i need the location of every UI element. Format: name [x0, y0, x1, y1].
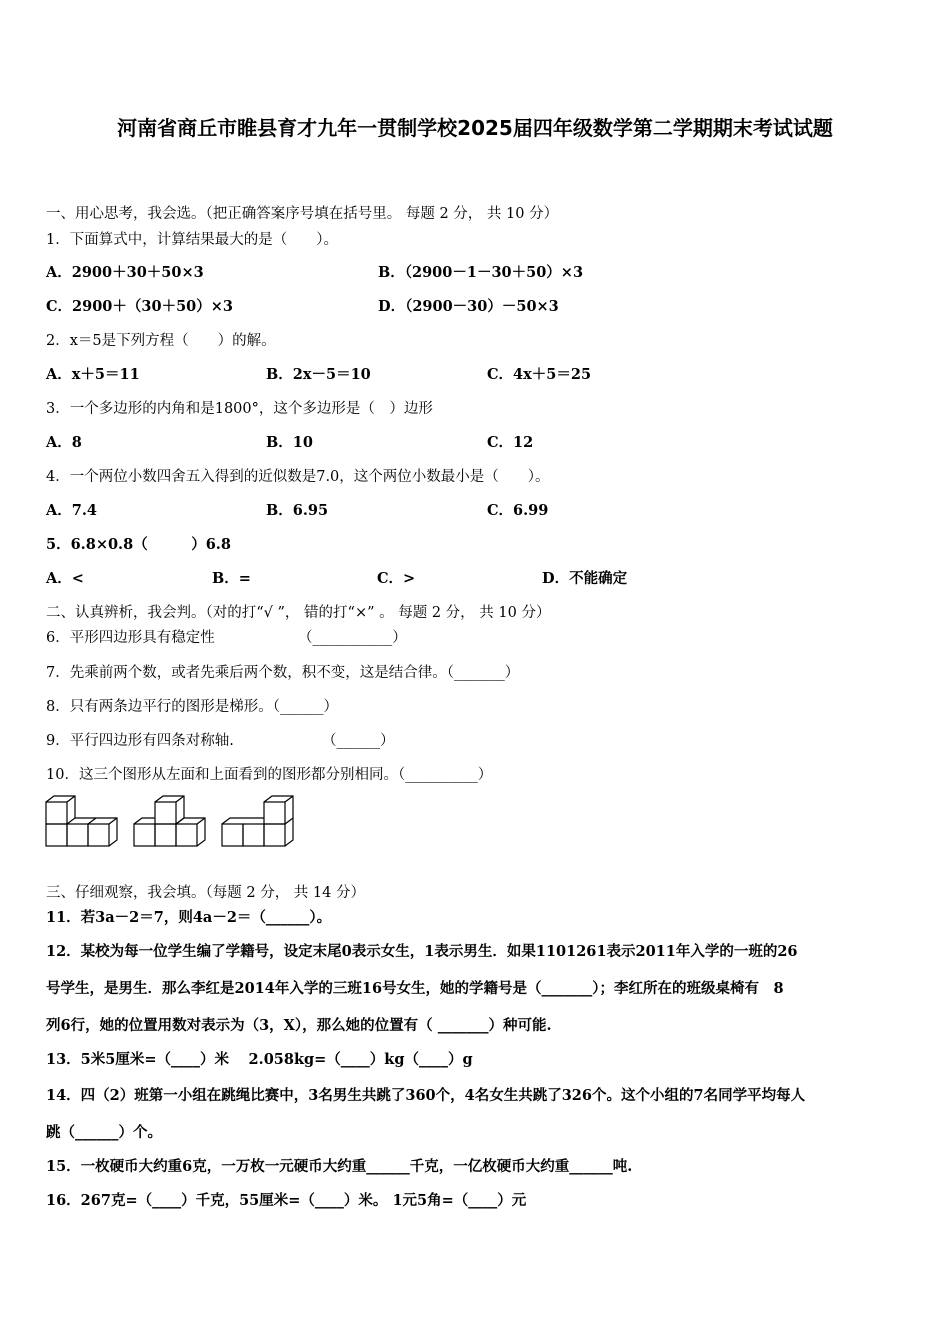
question-1-option-c: C．2900＋（30＋50）×3: [46, 298, 233, 315]
question-3-option-a: A．8: [46, 434, 82, 451]
cube-figure-1: [46, 796, 117, 846]
question-4-option-b: B．6.95: [266, 502, 329, 519]
question-2-option-c: C．4x＋5＝25: [487, 366, 592, 383]
question-5-option-c: C．>: [377, 570, 416, 587]
question-14-line-2: 跳（______）个。: [46, 1124, 162, 1141]
question-10-stem: 10．这三个图形从左面和上面看到的图形都分别相同。（__________）: [46, 767, 493, 783]
question-3-option-b: B．10: [266, 434, 313, 451]
cube-figures: [44, 794, 304, 850]
question-3-stem: 3．一个多边形的内角和是1800°，这个多边形是（ ）边形: [46, 401, 433, 417]
question-4-stem: 4．一个两位小数四舍五入得到的近似数是7.0，这个两位小数最小是（ ）。: [46, 469, 550, 485]
question-4-option-a: A．7.4: [46, 502, 97, 519]
question-11-stem: 11．若3a－2＝7，则4a－2＝（______）。: [46, 909, 332, 926]
question-1-option-d: D．（2900－30）－50×3: [378, 298, 559, 315]
question-14-line-1: 14．四（2）班第一小组在跳绳比赛中，3名男生共跳了360个，4名女生共跳了326个。这个小组的7名同学平均每人: [46, 1087, 806, 1104]
question-2-stem: 2．x＝5是下列方程（ ）的解。: [46, 333, 276, 349]
section-1-heading: 一、用心思考，我会选。（把正确答案序号填在括号里。 每题 2 分， 共 10 分）: [46, 206, 559, 222]
cube-figure-3: [222, 796, 293, 846]
question-9-answer-blank[interactable]: （______）: [322, 733, 395, 749]
question-16-stem: 16．267克=（____）千克，55厘米=（____）米。 1元5角=（____）元: [46, 1192, 527, 1209]
question-12-line-1: 12．某校为每一位学生编了学籍号，设定末尾0表示女生，1表示男生．如果1101261表示2011年入学的一班的26: [46, 943, 798, 960]
question-8-stem: 8．只有两条边平行的图形是梯形。（______）: [46, 699, 338, 715]
question-7-stem: 7．先乘前两个数，或者先乘后两个数，积不变，这是结合律。（_______）: [46, 665, 520, 681]
question-1-option-b: B．（2900－1－30＋50）×3: [378, 264, 584, 281]
question-5-option-d: D．不能确定: [542, 570, 628, 587]
section-2-heading: 二、认真辨析，我会判。（对的打“√ ”， 错的打“×” 。 每题 2 分， 共 10 分）: [46, 605, 551, 621]
section-3-heading: 三、仔细观察，我会填。（每题 2 分， 共 14 分）: [46, 885, 365, 901]
question-13-stem: 13．5米5厘米=（____）米 2.058kg=（____）kg（____）g: [46, 1051, 473, 1068]
question-1-option-a: A．2900＋30＋50×3: [46, 264, 204, 281]
question-2-option-b: B．2x－5＝10: [266, 366, 371, 383]
question-3-option-c: C．12: [487, 434, 534, 451]
question-5-stem: 5．6.8×0.8（ ）6.8: [46, 536, 231, 553]
question-6-answer-blank[interactable]: （___________）: [298, 630, 407, 646]
question-6-stem: 6．平形四边形具有稳定性: [46, 630, 215, 646]
question-5-option-b: B．=: [212, 570, 251, 587]
exam-title: 河南省商丘市睢县育才九年一贯制学校2025届四年级数学第二学期期末考试试题: [117, 116, 833, 140]
question-12-line-3: 列6行，她的位置用数对表示为（3，X），那么她的位置有（ _______）种可能.: [46, 1017, 552, 1034]
question-1-stem: 1．下面算式中，计算结果最大的是（ ）。: [46, 232, 338, 248]
question-4-option-c: C．6.99: [487, 502, 549, 519]
question-9-stem: 9．平行四边形有四条对称轴.: [46, 733, 234, 749]
question-5-option-a: A．<: [46, 570, 84, 587]
question-2-option-a: A．x＋5＝11: [46, 366, 140, 383]
question-12-line-2: 号学生，是男生．那么李红是2014年入学的三班16号女生，她的学籍号是（_______）；李红所在的班级桌椅有 8: [46, 980, 784, 997]
cube-figure-2: [134, 796, 205, 846]
question-15-stem: 15．一枚硬币大约重6克，一万枚一元硬币大约重______千克，一亿枚硬币大约重______吨.: [46, 1158, 633, 1175]
